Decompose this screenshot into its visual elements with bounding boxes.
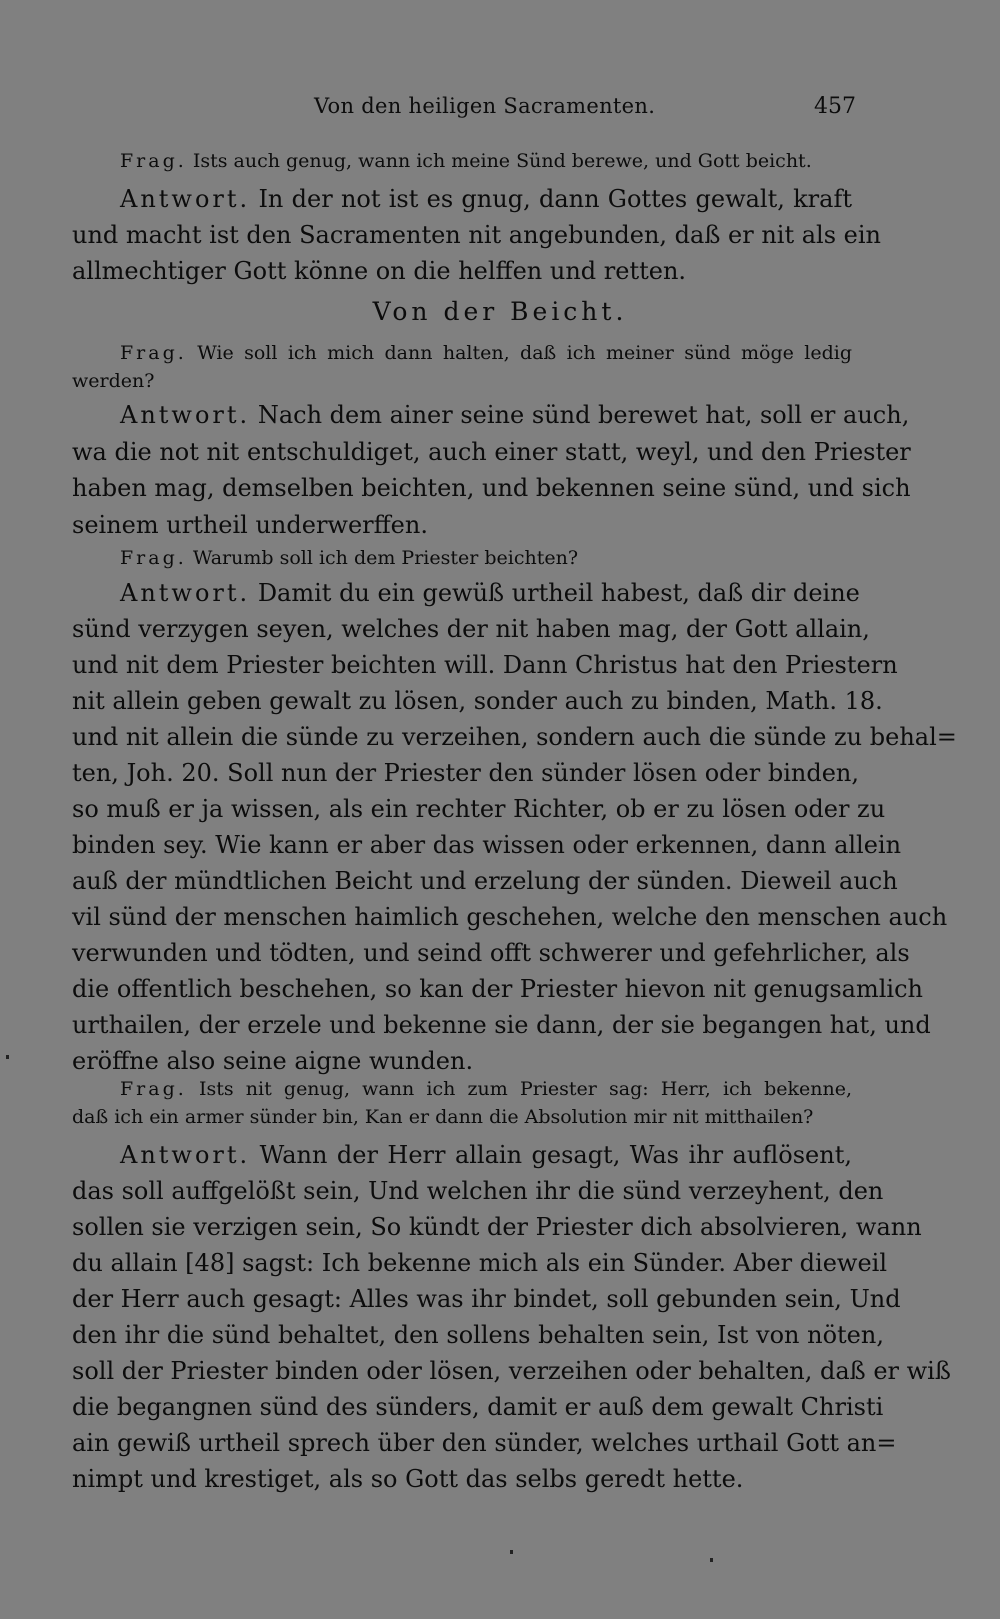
line-text: binden sey. Wie kann er aber das wissen oder erkennen, dann allein [72, 831, 902, 859]
line-text: nit allein geben gewalt zu lösen, sonder auch zu binden, Math. 18. [72, 687, 883, 715]
answer-line [72, 1046, 852, 1076]
answer-line [72, 1176, 884, 1206]
line-text: In der not ist es gnug, dann Gottes gewalt, kraft [258, 185, 852, 213]
answer-line [72, 902, 948, 932]
question-line [72, 368, 852, 394]
answer-line [72, 722, 957, 752]
answer-line [72, 758, 859, 788]
question-label: Frag. [120, 547, 187, 569]
answer-line [72, 473, 911, 503]
line-text: daß ich ein armer sünder bin, Kan er dann die Absolution mir nit mitthailen? [72, 1106, 814, 1128]
line-text: nimpt und krestiget, als so Gott das selbs geredt hette. [72, 1465, 744, 1493]
answer-label: Antwort. [120, 401, 251, 429]
line-text: Wie soll ich mich dann halten, daß ich meiner sünd möge ledig [197, 342, 852, 364]
answer-line [120, 184, 852, 214]
line-text: werden? [72, 370, 155, 392]
answer-line [72, 510, 852, 540]
answer-line [72, 437, 911, 467]
line-text: Wann der Herr allain gesagt, Was ihr auflösent, [259, 1141, 852, 1169]
answer-line [72, 686, 883, 716]
question-line [72, 1104, 852, 1130]
answer-line [72, 1356, 951, 1386]
line-text: Ists auch genug, wann ich meine Sünd berewe, und Gott beicht. [192, 150, 812, 172]
line-text: haben mag, demselben beichten, und bekennen seine sünd, und sich [72, 474, 911, 502]
line-text: die begangnen sünd des sünders, damit er auß dem gewalt Christi [72, 1393, 884, 1421]
answer-line [72, 974, 923, 1004]
answer-line [72, 938, 910, 968]
line-text: seinem urtheil underwerffen. [72, 511, 428, 539]
line-text: auß der mündtlichen Beicht und erzelung der sünden. Dieweil auch [72, 867, 898, 895]
answer-line [72, 1248, 888, 1278]
line-text: verwunden und tödten, und seind offt schwerer und gefehrlicher, als [72, 939, 910, 967]
running-title: Von den heiligen Sacramenten. [314, 94, 656, 118]
answer-line [72, 1284, 901, 1314]
line-text: Damit du ein gewüß urtheil habest, daß dir deine [257, 579, 860, 607]
answer-line [72, 830, 902, 860]
line-text: du allain [48] sagst: Ich bekenne mich als ein Sünder. Aber dieweil [72, 1249, 888, 1277]
line-text: ten, Joh. 20. Soll nun der Priester den sünder lösen oder binden, [72, 759, 859, 787]
question-line [120, 1076, 852, 1102]
answer-line [72, 1428, 897, 1458]
question-line [120, 148, 852, 174]
answer-line [72, 866, 898, 896]
line-text: sünd verzygen seyen, welches der nit haben mag, der Gott allain, [72, 615, 870, 643]
answer-line [120, 578, 860, 608]
answer-line [72, 794, 886, 824]
answer-line [72, 614, 870, 644]
answer-label: Antwort. [120, 185, 251, 213]
line-text: wa die not nit entschuldiget, auch einer statt, weyl, und den Priester [72, 438, 911, 466]
answer-label: Antwort. [120, 1141, 251, 1169]
question-label: Frag. [120, 150, 187, 172]
page-header [0, 88, 1000, 128]
line-text: so muß er ja wissen, als ein rechter Richter, ob er zu lösen oder zu [72, 795, 886, 823]
line-text: und macht ist den Sacramenten nit angebunden, daß er nit als ein [72, 221, 881, 249]
line-text: urthailen, der erzele und bekenne sie dann, der sie begangen hat, und [72, 1011, 931, 1039]
line-text: das soll auffgelößt sein, Und welchen ihr die sünd verzeyhent, den [72, 1177, 884, 1205]
line-text: die offentlich beschehen, so kan der Priester hievon nit genugsamlich [72, 975, 923, 1003]
question-label: Frag. [120, 1078, 187, 1100]
answer-line [72, 220, 881, 250]
answer-line [72, 1010, 931, 1040]
line-text: soll der Priester binden oder lösen, verzeihen oder behalten, daß er wiß [72, 1357, 951, 1385]
scan-speck [510, 1550, 513, 1554]
answer-line [120, 1140, 852, 1170]
answer-line [120, 400, 910, 430]
answer-label: Antwort. [120, 579, 251, 607]
answer-line [72, 1392, 884, 1422]
answer-line [72, 650, 898, 680]
line-text: Warumb soll ich dem Priester beichten? [192, 547, 579, 569]
line-text: allmechtiger Gott könne on die helffen und retten. [72, 257, 687, 285]
line-text: und nit allein die sünde zu verzeihen, sondern auch die sünde zu behal= [72, 723, 957, 751]
page-number: 457 [814, 94, 856, 119]
question-line [120, 545, 852, 571]
question-line [120, 340, 852, 366]
answer-line [72, 1320, 884, 1350]
answer-line [72, 1464, 852, 1494]
scan-speck [6, 1055, 9, 1059]
line-text: vil sünd der menschen haimlich geschehen, welche den menschen auch [72, 903, 948, 931]
answer-line [72, 1212, 922, 1242]
line-text: ain gewiß urtheil sprech über den sünder, welches urthail Gott an= [72, 1429, 897, 1457]
section-heading: Von der Beicht. [372, 297, 628, 326]
scan-speck [710, 1558, 713, 1562]
line-text: Ists nit genug, wann ich zum Priester sag: Herr, ich bekenne, [198, 1078, 852, 1100]
line-text: der Herr auch gesagt: Alles was ihr bindet, soll gebunden sein, Und [72, 1285, 901, 1313]
line-text: eröffne also seine aigne wunden. [72, 1047, 474, 1075]
line-text: Nach dem ainer seine sünd berewet hat, soll er auch, [257, 401, 910, 429]
line-text: und nit dem Priester beichten will. Dann Christus hat den Priestern [72, 651, 898, 679]
answer-line [72, 256, 852, 286]
line-text: sollen sie verzigen sein, So kündt der Priester dich absolvieren, wann [72, 1213, 922, 1241]
line-text: den ihr die sünd behaltet, den sollens behalten sein, Ist von nöten, [72, 1321, 884, 1349]
question-label: Frag. [120, 342, 187, 364]
